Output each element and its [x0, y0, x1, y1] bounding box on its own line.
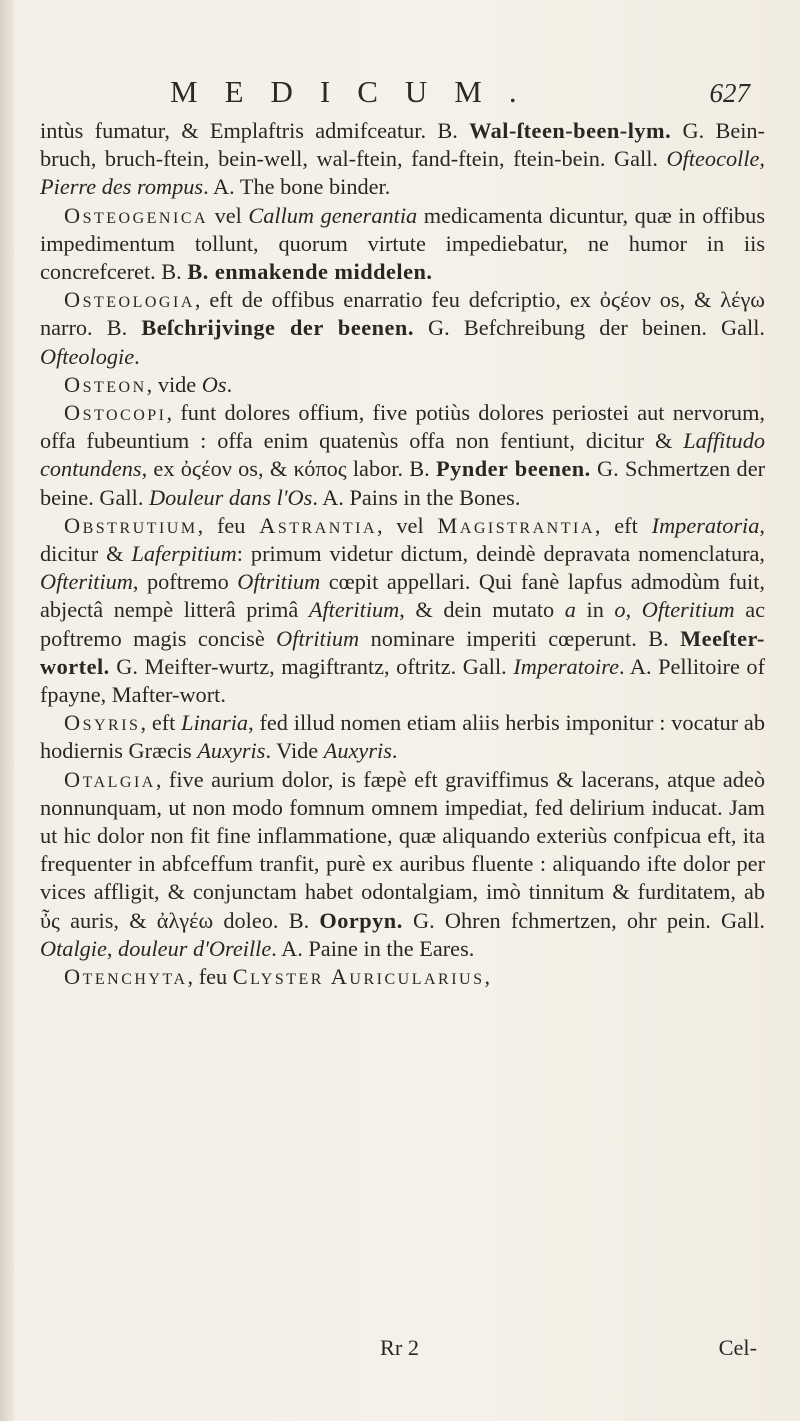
- entry-osteologia: [40, 286, 765, 371]
- entry-text: G. Befchreibung der beinen. Gall.: [413, 315, 766, 341]
- entry-text: ,: [759, 146, 765, 172]
- italic-term: Linaria: [181, 710, 249, 736]
- french-term: Ofteologie: [40, 343, 135, 369]
- italic-term: Callum generantia: [248, 202, 418, 228]
- dutch-term: B. enmakende middelen.: [187, 259, 433, 285]
- italic-term: Ofteritium: [641, 597, 735, 623]
- running-head: MEDICUM.: [170, 74, 544, 109]
- headword: Clyster Auricularius: [232, 964, 485, 990]
- entry-text: ,: [106, 935, 119, 961]
- page-gutter-shadow: [0, 0, 14, 1421]
- dutch-term: Beſchrijvinge der beenen.: [141, 315, 414, 341]
- page-number: 627: [709, 78, 750, 108]
- entry-text: ac poftremo magis concisè: [40, 597, 766, 651]
- entry-osteocolla-continuation: [40, 117, 765, 202]
- entry-text: .: [226, 371, 233, 397]
- italic-term: Laffitudo contundens: [40, 428, 765, 482]
- entry-otalgia: [40, 766, 765, 963]
- french-term: douleur d'Oreille: [118, 935, 272, 961]
- entry-text: , funt dolores offium, five potiùs dolores periostei aut nervorum, offa fubeuntium : offa enim quatenùs offa non fentiunt, dicitur &: [40, 400, 765, 454]
- italic-term: Afteritium: [308, 597, 400, 623]
- cross-reference: Os: [201, 371, 227, 397]
- entry-text: G. Ohren fchmertzen, ohr pein. Gall.: [402, 907, 765, 933]
- entry-text: G. Bein-bruch, bruch-ftein, bein-well, wal-ftein, fand-ftein, ftein-bein. Gall.: [40, 118, 765, 172]
- entry-text: . Vide: [265, 738, 324, 764]
- headword: Astrantia: [259, 512, 377, 538]
- italic-term: a: [564, 597, 576, 623]
- catchword: Cel-: [718, 1335, 757, 1360]
- entry-text: . A. Paine in the Eares.: [271, 935, 475, 961]
- entry-text: . A. The bone binder.: [203, 174, 391, 200]
- headword: Otalgia: [64, 766, 156, 792]
- entry-obstrutium: [40, 512, 765, 709]
- headword: Magistrantia: [437, 512, 595, 538]
- entry-text: . A. Pellitoire of fpayne, Mafter-wort.: [40, 653, 766, 708]
- entry-text: , feu: [197, 512, 260, 538]
- dictionary-text: [40, 117, 765, 991]
- entry-otenchyta: [40, 963, 765, 991]
- italic-term: Ofteritium: [40, 569, 133, 595]
- headword: Ostocopi: [64, 400, 167, 426]
- entry-text: G. Schmertzen der beine. Gall.: [40, 456, 766, 510]
- entry-osteon: [40, 371, 765, 399]
- page-header: [170, 74, 750, 118]
- entry-ostocopi: [40, 399, 765, 512]
- entry-text: , five aurium dolor, is fæpè eft graviffimus & lacerans, atque adeò nonnunquam, ut non modo fomnum omnem impediat, fed delirium inducat. Jam ut hic dolor non fit fine inflammatione, quæ aliquando exteriùs confpicua eft, ita frequenter in abfceffum tranfit, purè ex auribus fluente : aliquando ifte dolor per vices affligit, & conjunctam habet odontalgiam, imò tinnitum & furditatem, ab ὖς auris, & ἀλγέω doleo. B.: [40, 766, 765, 933]
- headword: Osteologia: [64, 287, 195, 313]
- headword: Otenchyta: [64, 964, 188, 990]
- entry-text: , & dein mutato: [399, 597, 565, 623]
- italic-term: Oftritium: [276, 625, 360, 651]
- entry-text: , vel: [377, 512, 438, 538]
- entry-text: , feu: [187, 964, 233, 990]
- italic-term: Laferpitium: [131, 541, 237, 567]
- french-term: Otalgie: [40, 935, 107, 961]
- cross-reference: Auxyris: [323, 738, 392, 764]
- page-footer: [40, 1335, 765, 1365]
- dutch-term: Pynder beenen.: [436, 456, 591, 482]
- entry-text: nominare imperiti cœperunt. B.: [359, 625, 681, 651]
- entry-text: : primum videtur dictum, deindè depravata nomenclatura,: [236, 541, 765, 567]
- entry-text: , ex ὀϛέον os, & κόπος labor. B.: [141, 456, 437, 482]
- italic-term: Auxyris: [197, 738, 266, 764]
- french-term: Douleur dans l'Os: [148, 484, 313, 510]
- french-term: Imperatoire: [513, 653, 619, 679]
- entry-text: , vide: [146, 371, 202, 397]
- entry-text: , eft: [140, 710, 182, 736]
- headword: Obstrutium: [64, 512, 198, 538]
- entry-text: in: [575, 597, 615, 623]
- italic-term: Imperatoria: [651, 512, 760, 538]
- entry-text: G. Meifter-wurtz, magiftrantz, oftritz. Gall.: [109, 653, 514, 679]
- entry-text: ,: [484, 964, 491, 990]
- entry-osteogenica: [40, 202, 765, 287]
- dutch-term: Oorpyn.: [319, 907, 403, 933]
- entry-text: , fed illud nomen etiam aliis herbis imponitur : vocatur ab hodiernis Græcis: [40, 710, 765, 764]
- entry-text: , eft de offibus enarratio feu defcriptio, ex ὀϛέον os, & λέγω narro. B.: [40, 287, 765, 341]
- entry-text: medicamenta dicuntur, quæ in offibus impedimentum tollunt, quorum virtute impediebatur, ne humor in iis concrefceret. B.: [40, 202, 766, 285]
- italic-term: Oftritium: [237, 569, 321, 595]
- signature-mark: Rr 2: [380, 1335, 420, 1360]
- entry-text: .: [391, 738, 398, 764]
- dutch-term: Meeſter-wortel.: [40, 625, 765, 679]
- entry-text: , eft: [594, 512, 652, 538]
- dutch-term: Wal-ſteen-: [469, 118, 574, 143]
- entry-text: intùs fumatur, & Emplaftris admifceatur. B.: [40, 118, 470, 143]
- headword: Osyris: [64, 710, 141, 736]
- entry-text: , poftremo: [132, 569, 238, 595]
- entry-text: cœpit appellari. Qui fanè lapfus admodùm fuit, abjectâ nempè litterâ primâ: [40, 569, 765, 623]
- entry-text: vel: [208, 202, 249, 228]
- dutch-term: been-lym.: [573, 118, 672, 143]
- french-term: Ofteocolle: [666, 146, 760, 172]
- entry-text: . A. Pains in the Bones.: [312, 484, 521, 510]
- entry-text: , dicitur &: [40, 512, 765, 567]
- headword: Osteon: [64, 371, 147, 397]
- entry-osyris: [40, 709, 765, 765]
- entry-text: .: [134, 343, 140, 369]
- italic-term: o: [614, 597, 626, 623]
- french-term: Pierre des rompus: [40, 174, 204, 200]
- headword: Osteogenica: [64, 202, 209, 228]
- entry-text: ,: [625, 597, 642, 623]
